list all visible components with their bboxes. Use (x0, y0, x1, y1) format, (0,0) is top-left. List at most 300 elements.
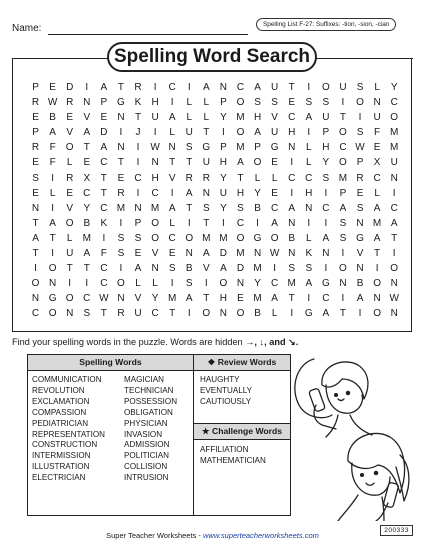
grid-letter[interactable]: A (356, 293, 364, 305)
grid-letter[interactable]: B (83, 217, 91, 229)
grid-letter[interactable]: O (31, 278, 40, 290)
grid-letter[interactable]: N (356, 263, 364, 275)
grid-letter[interactable]: Y (83, 202, 91, 214)
grid-letter[interactable]: A (185, 187, 193, 199)
grid-letter[interactable]: N (322, 248, 330, 260)
grid-letter[interactable]: A (322, 308, 330, 320)
grid-letter[interactable]: E (100, 112, 108, 124)
grid-letter[interactable]: I (34, 263, 37, 275)
grid-letter[interactable]: T (32, 217, 39, 229)
grid-letter[interactable]: N (288, 248, 296, 260)
grid-letter[interactable]: T (186, 157, 193, 169)
grid-letter[interactable]: E (356, 187, 364, 199)
grid-letter[interactable]: S (339, 217, 347, 229)
grid-letter[interactable]: G (321, 278, 330, 290)
grid-letter[interactable]: C (271, 202, 279, 214)
grid-letter[interactable]: T (203, 127, 210, 139)
grid-letter[interactable]: T (100, 172, 107, 184)
grid-letter[interactable]: S (305, 263, 313, 275)
grid-letter[interactable]: W (355, 142, 365, 154)
grid-letter[interactable]: T (32, 248, 39, 260)
grid-letter[interactable]: C (271, 278, 279, 290)
grid-letter[interactable]: S (254, 97, 261, 109)
grid-letter[interactable]: D (100, 127, 108, 139)
grid-letter[interactable]: M (253, 293, 262, 305)
grid-letter[interactable]: N (151, 263, 159, 275)
grid-letter[interactable]: M (236, 142, 245, 154)
grid-letter[interactable]: Y (220, 172, 227, 184)
grid-letter[interactable]: V (83, 112, 91, 124)
grid-letter[interactable]: O (339, 127, 347, 139)
grid-letter[interactable]: L (135, 278, 141, 290)
grid-letter[interactable]: O (151, 217, 159, 229)
grid-letter[interactable]: I (187, 217, 191, 229)
grid-letter[interactable]: M (82, 232, 91, 244)
grid-letter[interactable]: L (203, 97, 210, 109)
grid-letter[interactable]: N (151, 157, 159, 169)
grid-letter[interactable]: S (356, 82, 364, 93)
grid-letter[interactable]: I (51, 172, 54, 184)
grid-letter[interactable]: R (117, 308, 125, 320)
grid-letter[interactable]: Y (220, 112, 227, 124)
grid-letter[interactable]: M (338, 172, 348, 184)
name-line[interactable] (48, 34, 248, 35)
grid-letter[interactable]: L (254, 172, 261, 184)
grid-letter[interactable]: E (271, 157, 278, 169)
grid-letter[interactable]: M (219, 232, 228, 244)
grid-letter[interactable]: C (83, 293, 91, 305)
grid-letter[interactable]: A (373, 202, 381, 214)
grid-letter[interactable]: O (270, 232, 279, 244)
grid-letter[interactable]: V (202, 263, 210, 275)
grid-letter[interactable]: M (390, 142, 399, 154)
footer-url-link[interactable]: www.superteacherworksheets.com (202, 531, 319, 540)
grid-letter[interactable]: O (390, 263, 399, 275)
grid-letter[interactable]: T (49, 232, 56, 244)
grid-letter[interactable]: O (236, 308, 245, 320)
grid-letter[interactable]: R (202, 172, 210, 184)
grid-letter[interactable]: H (236, 187, 245, 199)
grid-letter[interactable]: N (373, 97, 381, 109)
grid-letter[interactable]: N (31, 293, 40, 305)
grid-letter[interactable]: L (66, 157, 73, 169)
grid-letter[interactable]: C (390, 202, 398, 214)
grid-letter[interactable]: C (322, 202, 330, 214)
grid-letter[interactable]: I (392, 187, 396, 199)
grid-letter[interactable]: F (100, 248, 107, 260)
grid-letter[interactable]: L (152, 278, 158, 290)
grid-letter[interactable]: L (169, 127, 175, 139)
grid-letter[interactable]: O (65, 142, 74, 154)
grid-letter[interactable]: A (100, 142, 108, 154)
grid-letter[interactable]: N (31, 202, 40, 214)
grid-letter[interactable]: O (236, 127, 245, 139)
grid-letter[interactable]: N (305, 202, 313, 214)
grid-letter[interactable]: E (49, 82, 56, 93)
grid-letter[interactable]: T (83, 263, 90, 275)
grid-letter[interactable]: A (168, 112, 176, 124)
grid-letter[interactable]: N (219, 82, 228, 93)
grid-letter[interactable]: S (237, 202, 244, 214)
grid-letter[interactable]: L (271, 172, 278, 184)
grid-letter[interactable]: U (151, 112, 159, 124)
grid-letter[interactable]: M (236, 112, 245, 124)
grid-letter[interactable]: P (220, 97, 227, 109)
grid-letter[interactable]: I (187, 308, 191, 320)
grid-letter[interactable]: H (253, 112, 262, 124)
grid-letter[interactable]: C (288, 172, 296, 184)
grid-letter[interactable]: B (185, 263, 193, 275)
grid-letter[interactable]: S (356, 127, 364, 139)
grid-letter[interactable]: T (134, 112, 142, 124)
grid-letter[interactable]: O (339, 263, 347, 275)
grid-letter[interactable]: I (102, 232, 106, 244)
grid-letter[interactable]: G (202, 142, 211, 154)
grid-letter[interactable]: C (236, 217, 245, 229)
grid-letter[interactable]: E (237, 293, 244, 305)
grid-letter[interactable]: I (273, 263, 277, 275)
grid-letter[interactable]: N (288, 217, 296, 229)
grid-letter[interactable]: C (151, 308, 159, 320)
grid-letter[interactable]: F (374, 127, 381, 139)
grid-letter[interactable]: N (390, 172, 398, 184)
grid-letter[interactable]: L (49, 187, 56, 199)
grid-letter[interactable]: T (169, 157, 176, 169)
grid-letter[interactable]: O (373, 308, 381, 320)
grid-letter[interactable]: C (100, 202, 108, 214)
grid-letter[interactable]: S (185, 278, 193, 290)
grid-letter[interactable]: Y (322, 157, 330, 169)
grid-letter[interactable]: R (134, 82, 142, 93)
grid-letter[interactable]: P (220, 142, 227, 154)
grid-letter[interactable]: R (66, 172, 74, 184)
grid-letter[interactable]: F (49, 142, 56, 154)
grid-letter[interactable]: N (49, 278, 57, 290)
grid-letter[interactable]: M (236, 248, 245, 260)
grid-letter[interactable]: A (202, 248, 210, 260)
grid-letter[interactable]: A (339, 202, 347, 214)
grid-letter[interactable]: I (51, 202, 54, 214)
grid-letter[interactable]: A (237, 157, 244, 169)
grid-letter[interactable]: M (253, 263, 262, 275)
grid-letter[interactable]: R (117, 187, 125, 199)
grid-letter[interactable]: E (66, 187, 74, 199)
grid-letter[interactable]: E (32, 187, 39, 199)
grid-letter[interactable]: A (32, 232, 39, 244)
grid-letter[interactable]: I (222, 217, 225, 229)
grid-letter[interactable]: I (85, 278, 89, 290)
grid-letter[interactable]: C (236, 82, 245, 93)
grid-letter[interactable]: I (392, 248, 396, 260)
grid-letter[interactable]: M (390, 127, 399, 139)
grid-letter[interactable]: P (32, 82, 39, 93)
grid-letter[interactable]: C (305, 172, 313, 184)
grid-letter[interactable]: I (375, 263, 379, 275)
grid-letter[interactable]: M (116, 202, 126, 214)
grid-letter[interactable]: I (290, 187, 294, 199)
grid-letter[interactable]: L (271, 308, 278, 320)
grid-letter[interactable]: X (83, 172, 91, 184)
grid-letter[interactable]: I (307, 293, 311, 305)
grid-letter[interactable]: I (324, 217, 328, 229)
grid-letter[interactable]: P (100, 97, 108, 109)
grid-letter[interactable]: N (236, 278, 245, 290)
grid-letter[interactable]: I (290, 308, 294, 320)
grid-letter[interactable]: A (168, 202, 176, 214)
grid-letter[interactable]: W (389, 293, 399, 305)
grid-letter[interactable]: B (254, 202, 261, 214)
grid-letter[interactable]: N (117, 293, 125, 305)
grid-letter[interactable]: I (358, 308, 362, 320)
grid-letter[interactable]: A (134, 263, 142, 275)
grid-letter[interactable]: B (49, 112, 56, 124)
grid-letter[interactable]: U (373, 112, 381, 124)
grid-letter[interactable]: S (339, 232, 347, 244)
grid-letter[interactable]: O (236, 232, 245, 244)
grid-letter[interactable]: L (186, 97, 193, 109)
grid-letter[interactable]: S (288, 263, 296, 275)
grid-letter[interactable]: D (236, 263, 245, 275)
grid-letter[interactable]: T (288, 293, 295, 305)
grid-letter[interactable]: P (356, 157, 364, 169)
grid-letter[interactable]: P (134, 217, 142, 229)
grid-letter[interactable]: I (341, 248, 345, 260)
grid-letter[interactable]: T (117, 157, 124, 169)
grid-letter[interactable]: M (372, 217, 382, 229)
grid-letter[interactable]: O (390, 112, 399, 124)
grid-letter[interactable]: I (324, 187, 328, 199)
grid-letter[interactable]: S (168, 263, 176, 275)
grid-letter[interactable]: I (307, 82, 311, 93)
grid-letter[interactable]: A (100, 82, 108, 93)
grid-letter[interactable]: L (306, 142, 312, 154)
grid-letter[interactable]: U (322, 112, 330, 124)
grid-letter[interactable]: O (65, 217, 74, 229)
grid-letter[interactable]: D (66, 82, 74, 93)
grid-letter[interactable]: E (32, 112, 39, 124)
grid-letter[interactable]: B (254, 308, 261, 320)
grid-letter[interactable]: I (136, 187, 140, 199)
grid-letter[interactable]: C (288, 112, 296, 124)
grid-letter[interactable]: E (271, 187, 278, 199)
grid-letter[interactable]: I (170, 187, 174, 199)
grid-letter[interactable]: I (153, 82, 157, 93)
grid-letter[interactable]: T (339, 308, 346, 320)
grid-letter[interactable]: F (49, 157, 56, 169)
grid-letter[interactable]: T (100, 308, 107, 320)
grid-letter[interactable]: I (341, 97, 345, 109)
grid-letter[interactable]: I (85, 82, 89, 93)
grid-letter[interactable]: B (356, 278, 364, 290)
grid-letter[interactable]: H (305, 187, 313, 199)
grid-letter[interactable]: I (307, 127, 311, 139)
grid-letter[interactable]: H (151, 172, 159, 184)
grid-letter[interactable]: O (48, 308, 57, 320)
grid-letter[interactable]: U (339, 82, 347, 93)
grid-letter[interactable]: Y (254, 187, 261, 199)
grid-letter[interactable]: T (288, 82, 295, 93)
grid-letter[interactable]: I (136, 157, 140, 169)
grid-letter[interactable]: L (306, 157, 312, 169)
grid-letter[interactable]: M (167, 293, 177, 305)
grid-letter[interactable]: B (288, 232, 296, 244)
grid-letter[interactable]: E (373, 142, 381, 154)
grid-letter[interactable]: H (322, 142, 330, 154)
grid-letter[interactable]: S (185, 142, 193, 154)
grid-letter[interactable]: C (100, 263, 108, 275)
grid-letter[interactable]: V (271, 112, 278, 124)
grid-letter[interactable]: T (203, 217, 210, 229)
grid-letter[interactable]: O (253, 157, 262, 169)
grid-letter[interactable]: I (119, 217, 123, 229)
grid-letter[interactable]: N (288, 142, 296, 154)
grid-letter[interactable]: A (305, 278, 313, 290)
grid-letter[interactable]: O (185, 232, 194, 244)
grid-letter[interactable]: R (66, 97, 74, 109)
grid-letter[interactable]: O (48, 263, 57, 275)
grid-letter[interactable]: V (151, 248, 159, 260)
grid-letter[interactable]: G (253, 232, 262, 244)
grid-letter[interactable]: T (186, 202, 193, 214)
grid-letter[interactable]: G (356, 232, 364, 244)
grid-letter[interactable]: C (134, 172, 142, 184)
grid-letter[interactable]: K (305, 248, 313, 260)
grid-letter[interactable]: A (305, 112, 313, 124)
grid-letter[interactable]: N (390, 308, 398, 320)
grid-letter[interactable]: O (65, 293, 74, 305)
grid-letter[interactable]: N (117, 112, 125, 124)
grid-letter[interactable]: O (236, 97, 245, 109)
grid-letter[interactable]: N (219, 308, 228, 320)
grid-letter[interactable]: I (324, 263, 328, 275)
grid-letter[interactable]: P (339, 187, 347, 199)
grid-letter[interactable]: P (32, 127, 39, 139)
grid-letter[interactable]: T (100, 187, 107, 199)
grid-letter[interactable]: A (49, 217, 56, 229)
grid-letter[interactable]: R (31, 97, 40, 109)
grid-letter[interactable]: U (390, 157, 398, 169)
grid-letter[interactable]: I (256, 217, 259, 229)
grid-letter[interactable]: N (202, 187, 210, 199)
grid-letter[interactable]: Y (220, 202, 227, 214)
grid-letter[interactable]: N (185, 248, 193, 260)
grid-letter[interactable]: O (373, 278, 381, 290)
grid-letter[interactable]: T (66, 263, 73, 275)
grid-letter[interactable]: E (66, 112, 74, 124)
grid-letter[interactable]: O (321, 82, 330, 93)
grid-letter[interactable]: E (134, 248, 142, 260)
grid-letter[interactable]: O (339, 157, 347, 169)
grid-letter[interactable]: S (32, 172, 39, 184)
grid-letter[interactable]: U (271, 127, 279, 139)
grid-letter[interactable]: P (322, 127, 330, 139)
grid-letter[interactable]: C (100, 278, 108, 290)
grid-letter[interactable]: I (170, 278, 174, 290)
grid-letter[interactable]: O (202, 308, 211, 320)
grid-letter[interactable]: A (322, 232, 330, 244)
grid-letter[interactable]: I (153, 127, 157, 139)
grid-letter[interactable]: E (288, 97, 296, 109)
grid-letter[interactable]: V (168, 172, 176, 184)
grid-letter[interactable]: C (100, 157, 108, 169)
grid-letter[interactable]: S (322, 97, 330, 109)
grid-letter[interactable]: U (202, 157, 210, 169)
grid-letter[interactable]: M (202, 232, 211, 244)
grid-letter[interactable]: R (356, 172, 364, 184)
grid-letter[interactable]: I (204, 278, 208, 290)
grid-letter[interactable]: P (254, 142, 261, 154)
grid-letter[interactable]: A (373, 232, 381, 244)
grid-letter[interactable]: S (117, 248, 125, 260)
grid-letter[interactable]: V (134, 293, 142, 305)
grid-letter[interactable]: T (237, 172, 244, 184)
grid-letter[interactable]: I (290, 157, 294, 169)
grid-letter[interactable]: S (271, 97, 278, 109)
grid-letter[interactable]: V (66, 202, 74, 214)
grid-letter[interactable]: L (374, 82, 380, 93)
grid-letter[interactable]: O (117, 278, 125, 290)
grid-letter[interactable]: S (202, 202, 210, 214)
grid-letter[interactable]: G (48, 293, 57, 305)
grid-letter[interactable]: N (168, 142, 176, 154)
grid-letter[interactable]: K (134, 97, 142, 109)
grid-letter[interactable]: T (83, 142, 90, 154)
grid-letter[interactable]: G (304, 308, 313, 320)
grid-letter[interactable]: I (170, 97, 174, 109)
grid-letter[interactable]: A (83, 248, 91, 260)
grid-letter[interactable]: M (150, 202, 160, 214)
grid-letter[interactable]: I (119, 127, 123, 139)
grid-letter[interactable]: L (169, 217, 175, 229)
grid-letter[interactable]: N (66, 308, 74, 320)
grid-letter[interactable]: C (373, 172, 381, 184)
grid-letter[interactable]: L (66, 232, 73, 244)
grid-letter[interactable]: S (83, 308, 91, 320)
grid-letter[interactable]: C (168, 82, 176, 93)
grid-letter[interactable]: D (219, 248, 228, 260)
grid-letter[interactable]: U (185, 127, 193, 139)
grid-letter[interactable]: A (202, 82, 210, 93)
grid-letter[interactable]: L (186, 112, 193, 124)
grid-letter[interactable]: V (66, 127, 74, 139)
grid-letter[interactable]: W (150, 142, 160, 154)
grid-letter[interactable]: I (222, 127, 225, 139)
grid-letter[interactable]: C (339, 142, 347, 154)
grid-letter[interactable]: G (117, 97, 125, 109)
grid-letter[interactable]: I (51, 248, 54, 260)
grid-letter[interactable]: A (254, 127, 261, 139)
grid-letter[interactable]: L (306, 232, 312, 244)
grid-letter[interactable]: Y (390, 82, 398, 93)
grid-letter[interactable]: C (83, 187, 91, 199)
grid-letter[interactable]: S (134, 232, 142, 244)
grid-letter[interactable]: U (219, 187, 228, 199)
grid-letter[interactable]: E (117, 172, 125, 184)
grid-letter[interactable]: A (49, 127, 56, 139)
grid-letter[interactable]: N (390, 278, 398, 290)
grid-letter[interactable]: N (356, 217, 364, 229)
grid-letter[interactable]: A (271, 217, 278, 229)
grid-letter[interactable]: S (117, 232, 125, 244)
grid-letter[interactable]: T (391, 232, 398, 244)
grid-letter[interactable]: K (100, 217, 108, 229)
grid-letter[interactable]: A (254, 82, 261, 93)
grid-letter[interactable]: C (31, 308, 40, 320)
grid-letter[interactable]: X (373, 157, 381, 169)
grid-letter[interactable]: S (322, 172, 330, 184)
grid-letter[interactable]: I (68, 278, 72, 290)
grid-letter[interactable]: N (339, 278, 347, 290)
